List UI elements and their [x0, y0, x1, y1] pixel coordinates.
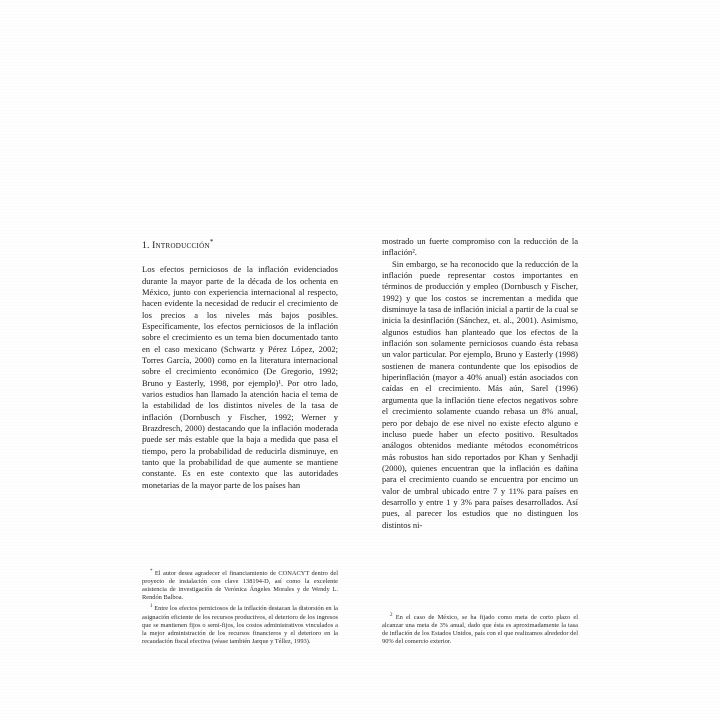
section-number: 1. — [142, 240, 150, 252]
right-column-footnotes — [382, 606, 578, 647]
paragraph-sin-embargo: Sin embargo, se ha reconocido que la reducción de la inflación puede representar costos importantes en términos de producción y empleo (Dornbusch y Fischer, 1992) y que los costos se incrementan a medida que disminuye la tasa de inflación inicial a partir de la cual se inicia la desinflación (Sánchez, et. al., 2001). Asimismo, algunos estudios han planteado que los efectos de la inflación son solamente perniciosos cuando ésta rebasa un valor particular. Por ejemplo, Bruno y Easterly (1998) sostienen de manera contundente que los episodios de hiperinflación (mayor a 40% anual) están asociados con caídas en el crecimiento. Más aún, Sarel (1996) argumenta que la inflación tiene efectos negativos sobre el crecimiento solamente cuando rebasa un 8% anual, pero por debajo de ese nivel no existe efecto alguno e incluso puede haber un efecto positivo. Resultados análogos obtenidos mediante métodos econométricos más robustos han sido reportados por Khan y Senhadji (2000), quienes encuentran que la inflación es dañina para el crecimiento cuando se encuentra por encimo un valor de umbral ubicado entre 7 y 11% para países en desarrollo y entre 1 y 3% para países desarrollados. Así pues, al parecer los estudios que no distinguen los distintos ni- — [382, 258, 578, 530]
paragraph-continuation: mostrado un fuerte compromiso con la reducción de la inflación². — [382, 236, 578, 258]
footnote-one-text: Entre los efectos perniciosos de la inflación destacan la distorsión en la asignación eficiente de los recursos productivos, el deterioro de los ingresos que se mantienen fijos o semi-fijos, los costos administrativos vinculados a la mejor administración de los recursos financieros y el deterioro en la recaudación fiscal efectiva (véase también Jarque y Téllez, 1993). — [142, 605, 338, 645]
section-title: Introducción — [152, 240, 210, 252]
heading-footnote-marker: * — [209, 238, 214, 246]
two-column-text-area — [142, 236, 578, 646]
footnote-marker-one: 1 — [150, 604, 153, 610]
paragraph-intro-1: Los efectos perniciosos de la inflación evidenciados durante la mayor parte de la década de los ochenta en México, junto con experiencia internacional al respecto, hacen evidente la necesidad de reducir el crecimiento de los precios a los niveles más bajos posibles. Específicamente, los efectos perniciosos de la inflación sobre el crecimiento es un tema bien documentado tanto en el caso mexicano (Schwartz y Pérez López, 2002; Torres García, 2000) como en la literatura internacional sobre el crecimiento económico (De Gregorio, 1992; Bruno y Easterly, 1998, por ejemplo)¹. Por otro lado, varios estudios han llamado la atención hacia el tema de la estabilidad de los distintos niveles de la tasa de inflación (Dornbusch y Fischer, 1992; Werner y Brazdresch, 2000) destacando que la inflación moderada puede ser más estable que la baja a medida que pasa el tiempo, pero la probabilidad de reducirla disminuye, en tanto que la probabilidad de que aumente se mantiene constante. Es en este contexto que las autoridades monetarias de la mayor parte de los países han — [142, 264, 338, 490]
footnote-two-text: En el caso de México, se ha fijado como meta de corto plazo el alcanzar una meta de 3% anual, dado que ésta es aproximadamente la tasa de inflación de los Estados Unidos, país con el que realizamos alrededor del 90% del comercio exterior. — [382, 613, 578, 645]
footnote-marker-asterisk: * — [150, 568, 153, 574]
left-column-body — [142, 236, 338, 491]
right-column — [382, 236, 578, 646]
footnote-asterisk-text: El autor desea agradecer el financiamiento de CONACYT dentro del proyecto de instalación con clave 138194-D, así como la excelente asistencia de investigación de Verónica Ángeles Morales y de Wendy L. Rendón Balboa. — [142, 570, 338, 602]
right-column-body — [382, 236, 578, 531]
footnote-marker-two: 2 — [390, 612, 393, 618]
section-heading-introduccion — [142, 236, 338, 252]
footnote-asterisk — [142, 568, 338, 603]
footnote-two — [382, 612, 578, 647]
footnote-one — [142, 603, 338, 646]
left-column — [142, 236, 338, 646]
left-column-footnotes — [142, 562, 338, 646]
